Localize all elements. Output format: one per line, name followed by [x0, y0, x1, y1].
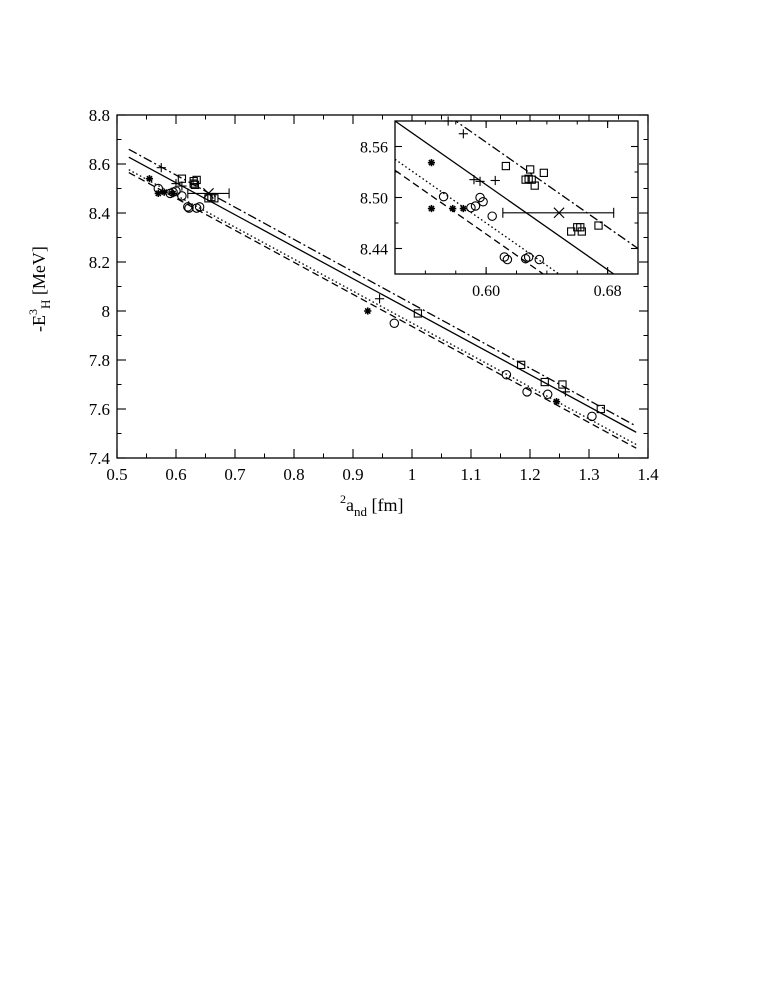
inset-x-tick-label: 0.68 [593, 283, 622, 300]
main-plus-marker-0 [157, 163, 166, 172]
main-circle-marker-9 [390, 319, 398, 327]
inset-star-marker-0 [428, 159, 435, 166]
main-y-tick-label: 8.4 [88, 204, 110, 223]
main-x-tick-label: 0.8 [283, 465, 305, 484]
main-circle-marker-4 [178, 192, 186, 200]
main-star-marker-2 [161, 189, 168, 196]
main-x-tick-label: 0.7 [224, 465, 246, 484]
main-y-tick-label: 8.6 [88, 155, 110, 174]
main-y-tick-label: 8.2 [88, 253, 110, 272]
inset-y-tick-label: 8.50 [360, 190, 388, 208]
main-x-tick-label: 1.2 [519, 465, 541, 484]
main-x-tick-label: 0.5 [106, 465, 128, 484]
inset-plot [360, 79, 638, 341]
main-y-tick-label: 7.6 [88, 400, 110, 419]
main-x-tick-label: 0.9 [342, 465, 364, 484]
inset-star-marker-2 [449, 205, 456, 212]
y-axis-title: $-E^3_H$ [MeV] [26, 246, 53, 332]
main-x-tick-label: 1.4 [637, 465, 659, 484]
main-star-marker-4 [364, 307, 371, 314]
main-star-marker-1 [155, 190, 162, 197]
main-star-marker-0 [146, 175, 153, 182]
inset-star-marker-3 [460, 205, 467, 212]
main-x-tick-label: 1.3 [578, 465, 600, 484]
inset-background [395, 121, 638, 274]
main-y-tick-label: 8.8 [88, 106, 110, 125]
main-circle-marker-13 [588, 412, 596, 420]
main-star-marker-3 [169, 190, 176, 197]
inset-star-marker-1 [428, 205, 435, 212]
x-axis-title: $^2a_{nd}$ [fm] [340, 492, 404, 519]
inset-y-tick-label: 8.44 [360, 241, 388, 259]
main-y-tick-label: 8 [101, 302, 110, 321]
inset-x-tick-label: 0.60 [472, 283, 501, 300]
main-y-tick-label: 7.4 [88, 449, 110, 468]
main-x-tick-label: 1 [407, 465, 417, 484]
main-x-tick-label: 1.1 [460, 465, 482, 484]
main-y-tick-label: 7.8 [88, 351, 110, 370]
main-x-tick-label: 0.6 [165, 465, 187, 484]
inset-y-tick-label: 8.56 [360, 139, 388, 157]
main-star-marker-5 [553, 398, 560, 405]
main-circle-marker-8 [195, 203, 203, 211]
main-circle-marker-12 [544, 390, 552, 398]
